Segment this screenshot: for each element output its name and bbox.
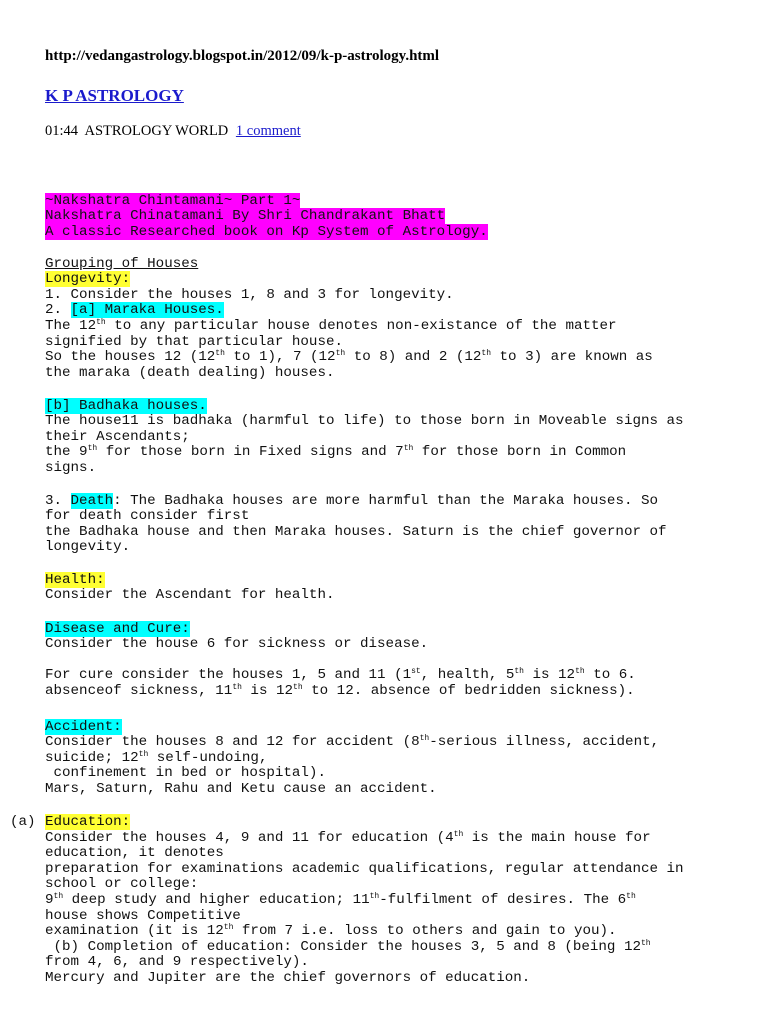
sup: th: [640, 938, 651, 948]
education-text: house shows Competitive: [45, 907, 241, 924]
education-text: education, it denotes: [45, 845, 224, 862]
maraka-text: the maraka (death dealing) houses.: [45, 364, 335, 381]
death-section: [45, 478, 667, 556]
health-section: [45, 557, 334, 604]
education-text: deep study and higher education; 11: [63, 891, 370, 908]
intro-block: [45, 178, 488, 240]
cure-text: to 6.: [584, 667, 636, 684]
maraka-text: So the houses 12 (12: [45, 349, 216, 366]
source-url: http://vedangastrology.blogspot.in/2012/09/k-p-astrology.html: [45, 48, 440, 64]
death-prefix: 3.: [45, 492, 71, 509]
disease-text: Consider the house 6 for sickness or disease.: [45, 636, 429, 653]
education-text: (b) Completion of education: Consider the houses 3, 5 and 8 (being 12: [45, 938, 641, 955]
sup: th: [293, 682, 303, 692]
sup: th: [626, 891, 636, 901]
intro-line-1: ~Nakshatra Chintamani~ Part 1~: [45, 192, 301, 209]
education-label: Education:: [45, 813, 131, 830]
cure-text: absenceof sickness, 11: [45, 682, 233, 699]
longevity-item-1: 1. Consider the houses 1, 8 and 3 for longevity.: [45, 286, 454, 303]
post-author: ASTROLOGY WORLD: [84, 123, 229, 139]
education-text: -fulfilment of desires. The 6: [379, 891, 627, 908]
cure-text: For cure consider the houses 1, 5 and 11 (1: [45, 667, 412, 684]
item-2-prefix: 2.: [45, 302, 71, 319]
maraka-text: The 12: [45, 317, 97, 334]
education-text: 9: [45, 891, 54, 908]
sup: th: [96, 317, 106, 327]
post-time: 01:44: [45, 123, 79, 139]
intro-line-2: Nakshatra Chinatamani By Shri Chandrakant Bhatt: [45, 208, 446, 225]
sup: th: [223, 923, 234, 933]
accident-text: confinement in bed or hospital).: [45, 765, 326, 782]
badhaka-text: The house11 is badhaka (harmful to life) to those born in Moveable signs as: [45, 413, 684, 430]
badhaka-label: [b] Badhaka houses.: [45, 397, 207, 414]
sup: th: [87, 444, 98, 454]
badhaka-text: their Ascendants;: [45, 428, 190, 445]
disease-section: [45, 606, 636, 700]
accident-text: Mars, Saturn, Rahu and Ketu cause an accident.: [45, 780, 437, 797]
accident-text: -serious illness, accident,: [429, 734, 660, 751]
education-text: school or college:: [45, 876, 199, 893]
maraka-label: [a] Maraka Houses.: [70, 302, 224, 319]
badhaka-section: [45, 383, 684, 477]
education-section: [45, 815, 684, 987]
badhaka-text: for those born in Common: [413, 444, 627, 461]
death-label: Death: [70, 492, 114, 509]
sup: th: [369, 891, 380, 901]
cure-text: , health, 5: [420, 667, 515, 684]
post-title-link[interactable]: K P ASTROLOGY: [45, 86, 184, 105]
cure-text: is 12: [523, 667, 576, 684]
sup: th: [403, 444, 414, 454]
longevity-label: Longevity:: [45, 271, 131, 288]
sup: th: [481, 349, 492, 359]
accident-text: suicide; 12: [45, 749, 139, 766]
education-text: is the main house for: [463, 829, 651, 846]
sup: th: [53, 891, 64, 901]
sup: th: [514, 667, 524, 677]
death-text: : The Badhaka houses are more harmful than the Maraka houses. So: [113, 492, 659, 509]
cure-text: to 12. absence of bedridden sickness).: [302, 682, 635, 699]
maraka-text: to 3) are known as: [491, 349, 653, 366]
sup: th: [138, 749, 149, 759]
maraka-text: to any particular house denotes non-existance of the matter: [105, 317, 617, 334]
accident-text: Consider the houses 8 and 12 for accident (8: [45, 734, 420, 751]
longevity-section: [45, 241, 653, 381]
health-label: Health:: [45, 571, 105, 588]
education-a-prefix: (a): [10, 814, 45, 830]
accident-label: Accident:: [45, 718, 122, 735]
education-text: preparation for examinations academic qualifications, regular attendance in: [45, 860, 684, 877]
education-text: Consider the houses 4, 9 and 11 for education (4: [45, 829, 454, 846]
sup: th: [232, 682, 242, 692]
sup: th: [419, 734, 430, 744]
intro-line-3: A classic Researched book on Kp System of Astrology.: [45, 223, 488, 240]
maraka-text: signified by that particular house.: [45, 333, 343, 350]
sup: th: [215, 349, 225, 359]
cure-text: is 12: [241, 682, 294, 699]
grouping-heading: Grouping of Houses: [45, 255, 199, 272]
accident-text: self-undoing,: [148, 749, 268, 766]
education-text: from 4, 6, and 9 respectively).: [45, 954, 309, 971]
disease-label: Disease and Cure:: [45, 620, 190, 637]
education-text: Mercury and Jupiter are the chief governors of education.: [45, 969, 531, 986]
education-text: examination (it is 12: [45, 923, 224, 940]
education-text: from 7 i.e. loss to others and gain to you).: [233, 923, 617, 940]
health-text: Consider the Ascendant for health.: [45, 587, 335, 604]
accident-section: [45, 704, 659, 798]
badhaka-text: for those born in Fixed signs and 7: [97, 444, 404, 461]
comments-link[interactable]: 1 comment: [235, 123, 301, 139]
sup: th: [335, 349, 346, 359]
post-meta: [45, 123, 301, 140]
death-text: longevity.: [45, 539, 131, 556]
death-text: for death consider first: [45, 508, 250, 525]
badhaka-text: signs.: [45, 459, 97, 476]
maraka-text: to 1), 7 (12: [224, 349, 336, 366]
badhaka-text: the 9: [45, 444, 88, 461]
sup: st: [411, 667, 421, 677]
sup: th: [575, 667, 585, 677]
sup: th: [453, 829, 464, 839]
maraka-text: to 8) and 2 (12: [345, 349, 482, 366]
death-text: the Badhaka house and then Maraka houses. Saturn is the chief governor of: [45, 523, 667, 540]
